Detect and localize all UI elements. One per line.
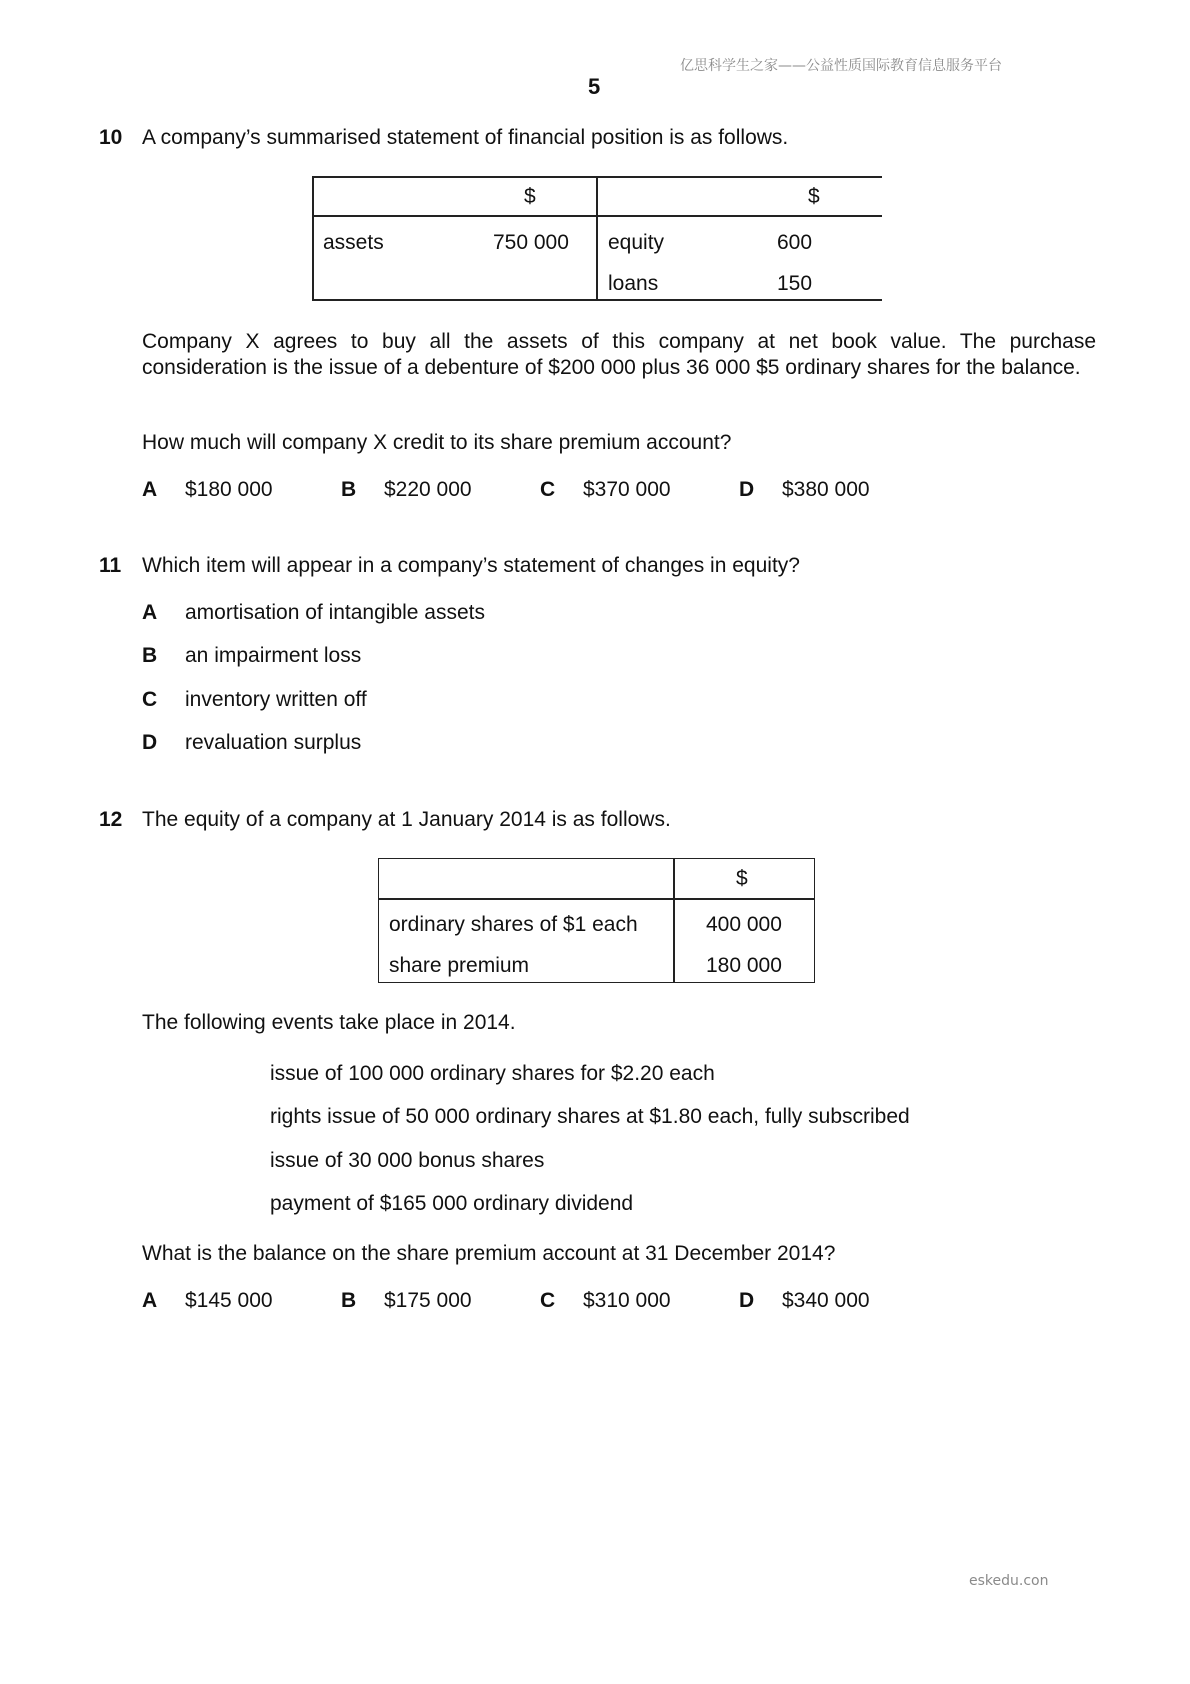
question-stem: A company’s summarised statement of financial position is as follows. bbox=[142, 126, 789, 149]
event-item: issue of 100 000 ordinary shares for $2.20 each bbox=[270, 1062, 715, 1085]
option-text: inventory written off bbox=[185, 688, 367, 711]
table-cell-label: ordinary shares of $1 each bbox=[389, 913, 638, 936]
option-text: $180 000 bbox=[185, 478, 273, 501]
option-letter: B bbox=[341, 1289, 357, 1312]
table-cell-value: 750 000 bbox=[493, 231, 569, 254]
question-prompt: How much will company X credit to its share premium account? bbox=[142, 431, 732, 454]
event-item: issue of 30 000 bonus shares bbox=[270, 1149, 545, 1172]
option-letter: A bbox=[142, 478, 158, 501]
option-letter: B bbox=[341, 478, 357, 501]
event-item: rights issue of 50 000 ordinary shares at $1.80 each, fully subscribed bbox=[270, 1105, 910, 1128]
option-text: $310 000 bbox=[583, 1289, 671, 1312]
question-number: 11 bbox=[99, 554, 122, 577]
option-letter: C bbox=[540, 1289, 556, 1312]
option-text: an impairment loss bbox=[185, 644, 362, 667]
option-text: amortisation of intangible assets bbox=[185, 601, 485, 624]
option-text: $340 000 bbox=[782, 1289, 870, 1312]
option-letter: A bbox=[142, 1289, 158, 1312]
equity-table bbox=[378, 858, 815, 983]
page-number: 5 bbox=[588, 74, 601, 99]
table-cell-value: 400 000 bbox=[706, 913, 782, 936]
option-letter: C bbox=[142, 688, 158, 711]
option-letter: C bbox=[540, 478, 556, 501]
watermark-header: 亿思科学生之家——公益性质国际教育信息服务平台 bbox=[680, 58, 1002, 74]
table-cell-label: assets bbox=[323, 231, 384, 254]
question-stem: Which item will appear in a company’s statement of changes in equity? bbox=[142, 554, 800, 577]
table-header: $ bbox=[736, 867, 748, 890]
watermark-footer: eskedu.con bbox=[969, 1573, 1049, 1589]
question-number: 12 bbox=[99, 808, 123, 831]
table-header-right: $ bbox=[808, 185, 820, 208]
question-number: 10 bbox=[99, 126, 123, 149]
option-letter: D bbox=[739, 478, 755, 501]
option-text: revaluation surplus bbox=[185, 731, 362, 754]
option-text: $175 000 bbox=[384, 1289, 472, 1312]
question-paragraph: Company X agrees to buy all the assets of this company at net book value. The purchase consideration is the issue of a debenture of $200 000 plus 36 000 $5 ordinary shares for the balance. bbox=[142, 330, 1096, 379]
question-stem: The equity of a company at 1 January 2014 is as follows. bbox=[142, 808, 671, 831]
table-header-left: $ bbox=[524, 185, 536, 208]
event-item: payment of $165 000 ordinary dividend bbox=[270, 1192, 634, 1215]
question-prompt: What is the balance on the share premium account at 31 December 2014? bbox=[142, 1242, 836, 1265]
option-text: $370 000 bbox=[583, 478, 671, 501]
table-cell-value: 150 bbox=[777, 272, 813, 295]
option-letter: D bbox=[142, 731, 158, 754]
table-cell-value: 600 bbox=[777, 231, 813, 254]
table-cell-label: loans bbox=[608, 272, 659, 295]
table-cell-value: 180 000 bbox=[706, 954, 782, 977]
option-text: $220 000 bbox=[384, 478, 472, 501]
table-cell-label: equity bbox=[608, 231, 665, 254]
financial-position-table bbox=[312, 176, 882, 301]
table-cell-label: share premium bbox=[389, 954, 530, 977]
option-letter: D bbox=[739, 1289, 755, 1312]
option-letter: B bbox=[142, 644, 158, 667]
option-text: $145 000 bbox=[185, 1289, 273, 1312]
option-letter: A bbox=[142, 601, 158, 624]
option-text: $380 000 bbox=[782, 478, 870, 501]
events-intro: The following events take place in 2014. bbox=[142, 1011, 516, 1034]
